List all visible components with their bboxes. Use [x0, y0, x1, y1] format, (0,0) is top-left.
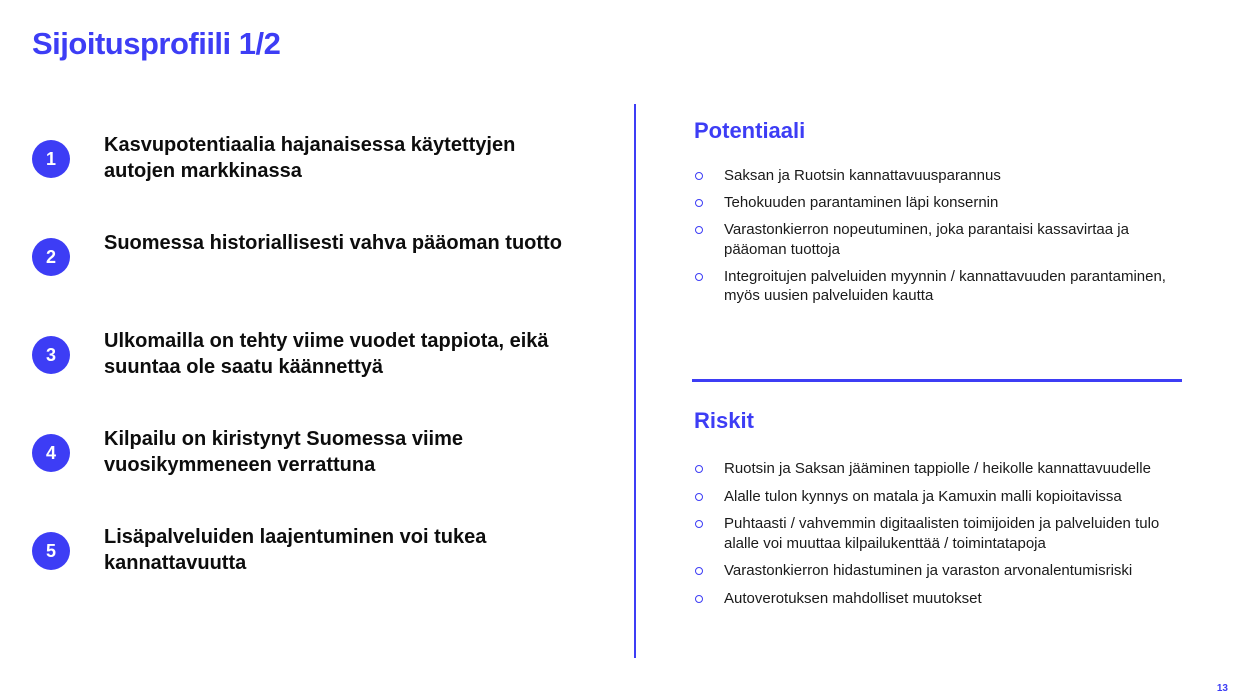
bullet-circle-icon	[695, 273, 703, 281]
risk-item	[694, 459, 1174, 479]
potential-item-text: Saksan ja Ruotsin kannattavuusparannus	[724, 167, 1001, 184]
horizontal-divider	[692, 379, 1182, 382]
vertical-divider	[634, 104, 636, 658]
page-number: 13	[1216, 683, 1228, 694]
potential-item	[694, 166, 1174, 186]
number-badge: 2	[32, 238, 70, 276]
risk-item	[694, 561, 1174, 581]
number-badge: 1	[32, 140, 70, 178]
potential-item-text: Varastonkierron nopeutuminen, joka parantaisi kassavirtaa ja pääoman tuottoja	[724, 221, 1129, 258]
bullet-circle-icon	[695, 520, 703, 528]
key-point-item	[32, 132, 592, 192]
risk-item	[694, 589, 1174, 609]
key-point-item	[32, 328, 592, 388]
key-point-item	[32, 426, 592, 486]
risk-item-text: Autoverotuksen mahdolliset muutokset	[724, 589, 982, 607]
bullet-circle-icon	[695, 199, 703, 207]
key-point-text: Ulkomailla on tehty viime vuodet tappiota, eikä suuntaa ole saatu käännettyä	[104, 330, 549, 378]
key-point-text: Lisäpalveluiden laajentuminen voi tukea kannattavuutta	[104, 526, 487, 574]
potential-item-text: Tehokuuden parantaminen läpi konsernin	[724, 194, 999, 211]
potential-item	[694, 267, 1174, 306]
page-title: Sijoitusprofiili 1/2	[32, 26, 281, 61]
potential-list	[694, 166, 1174, 306]
risk-item	[694, 487, 1174, 507]
bullet-circle-icon	[695, 567, 703, 575]
number-badge: 3	[32, 336, 70, 374]
number-badge: 5	[32, 532, 70, 570]
bullet-circle-icon	[695, 226, 703, 234]
risks-heading: Riskit	[694, 408, 754, 433]
potential-item-text: Integroitujen palveluiden myynnin / kannattavuuden parantaminen, myös uusien palveluiden kautta	[724, 267, 1166, 304]
key-point-item	[32, 230, 592, 290]
key-point-text: Suomessa historiallisesti vahva pääoman tuotto	[104, 232, 562, 254]
bullet-circle-icon	[695, 493, 703, 501]
potential-item	[694, 220, 1174, 259]
risk-item-text: Varastonkierron hidastuminen ja varaston arvonalentumisriski	[724, 562, 1133, 579]
potential-item	[694, 193, 1174, 213]
risk-item-text: Ruotsin ja Saksan jääminen tappiolle / heikolle kannattavuudelle	[724, 460, 1151, 477]
bullet-circle-icon	[695, 172, 703, 180]
potential-heading: Potentiaali	[694, 118, 806, 143]
key-point-item	[32, 524, 592, 584]
risk-item-text: Puhtaasti / vahvemmin digitaalisten toimijoiden ja palveluiden tulo alalle voi muuttaa kilpailukenttää / toimintatapoja	[724, 515, 1160, 552]
bullet-circle-icon	[695, 465, 703, 473]
risks-list	[694, 459, 1174, 608]
key-point-text: Kasvupotentiaalia hajanaisessa käytettyjen autojen markkinassa	[104, 134, 516, 182]
number-badge: 4	[32, 434, 70, 472]
key-point-text: Kilpailu on kiristynyt Suomessa viime vuosikymmeneen verrattuna	[104, 428, 464, 476]
risk-item-text: Alalle tulon kynnys on matala ja Kamuxin malli kopioitavissa	[724, 487, 1122, 505]
risk-item	[694, 514, 1174, 553]
bullet-circle-icon	[695, 595, 703, 603]
